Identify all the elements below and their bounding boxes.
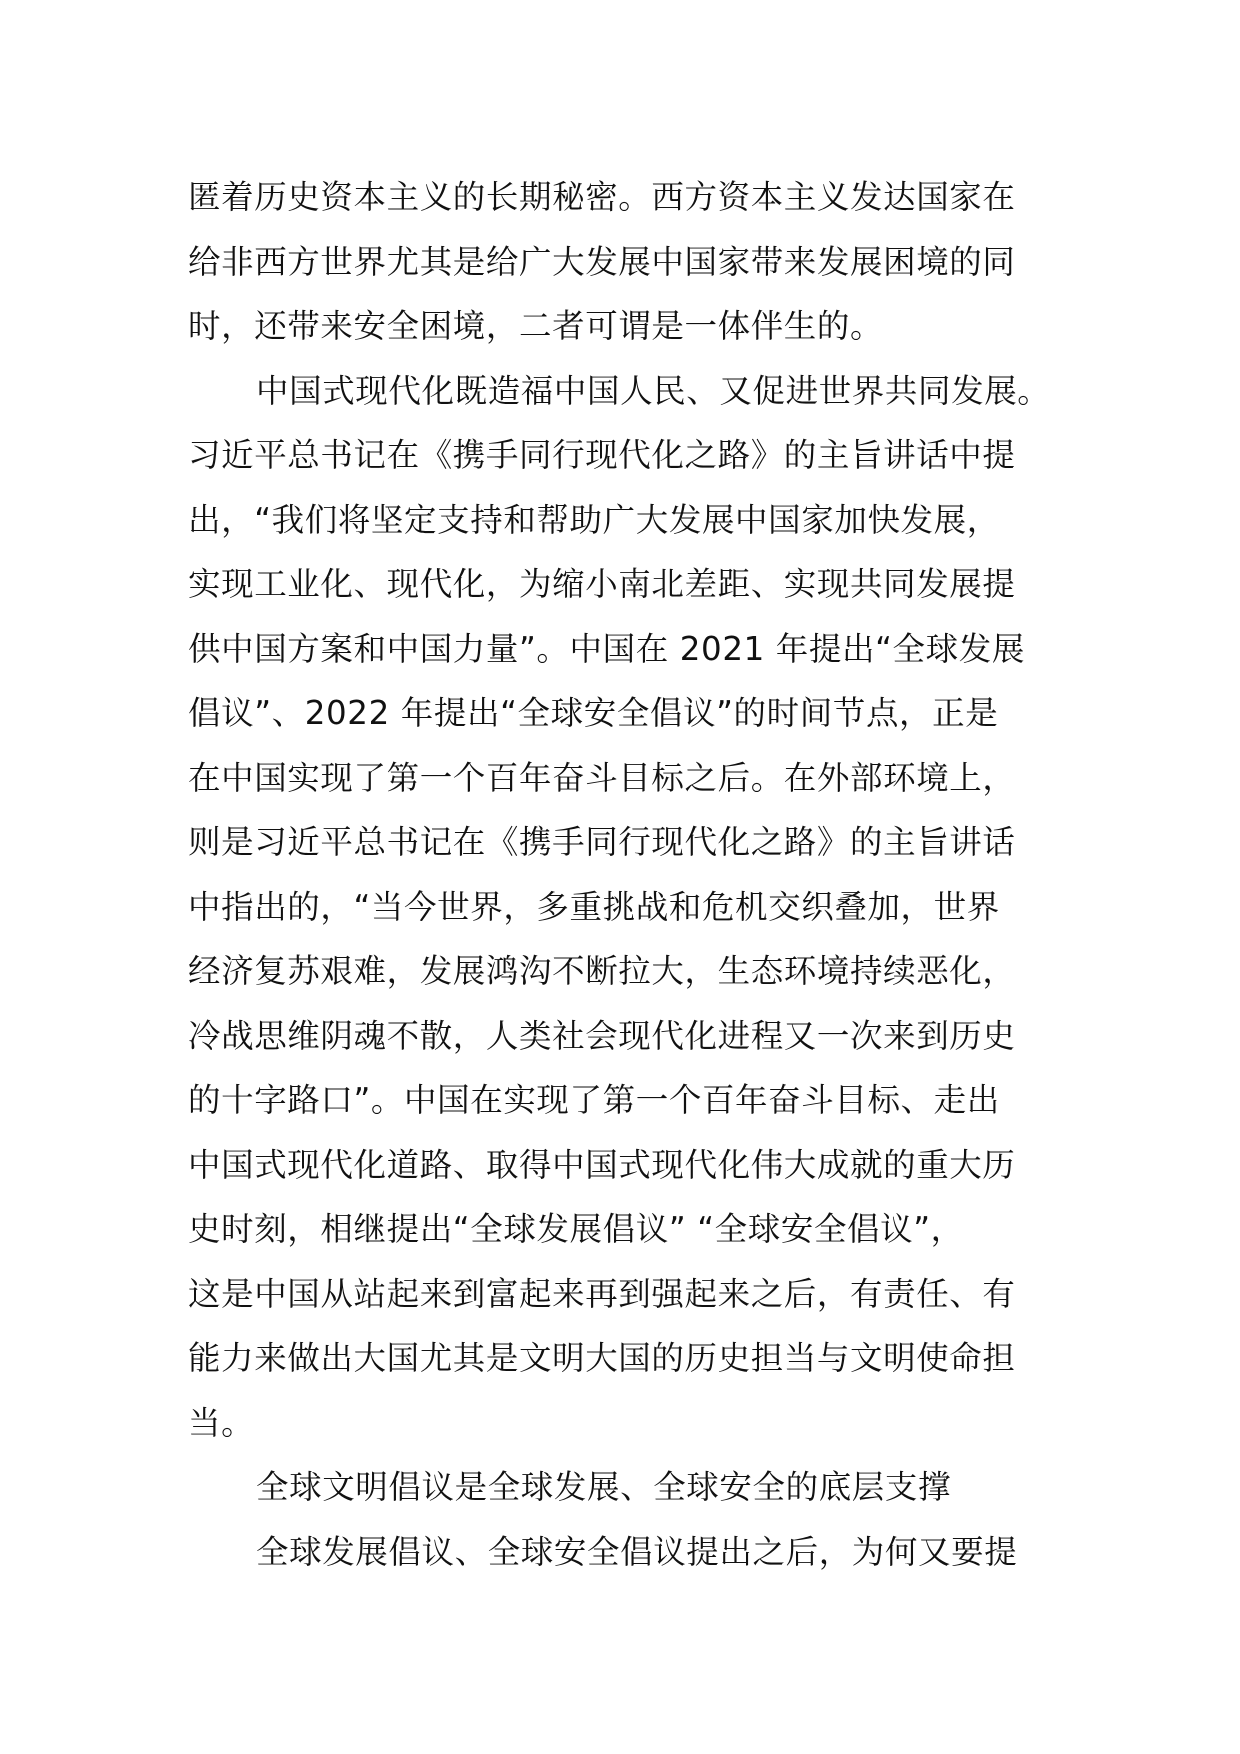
text-line: 习近平总书记在《携手同行现代化之路》的主旨讲话中提 <box>188 436 1016 474</box>
text-line: 倡议”、2022 年提出“全球安全倡议”的时间节点，正是 <box>188 694 999 732</box>
text-line: 冷战思维阴魂不散，人类社会现代化进程又一次来到历史 <box>188 1016 1016 1055</box>
text-line: 经济复苏艰难，发展鸿沟不断拉大，生态环境持续恶化， <box>188 952 1016 990</box>
text-line: 全球文明倡议是全球发展、全球安全的底层支撑 <box>256 1468 952 1506</box>
text-line: 全球发展倡议、全球安全倡议提出之后，为何又要提 <box>256 1532 1018 1571</box>
text-line: 时，还带来安全困境，二者可谓是一体伴生的。 <box>188 307 884 345</box>
body-text <box>188 165 1068 1584</box>
text-line: 则是习近平总书记在《携手同行现代化之路》的主旨讲话 <box>188 823 1016 861</box>
text-line: 的十字路口”。中国在实现了第一个百年奋斗目标、走出 <box>188 1081 1000 1119</box>
text-line: 给非西方世界尤其是给广大发展中国家带来发展困境的同 <box>188 242 1016 281</box>
text-line: 当。 <box>188 1403 255 1442</box>
text-line: 中指出的，“当今世界，多重挑战和危机交织叠加，世界 <box>188 887 1000 926</box>
text-line: 供中国方案和中国力量”。中国在 2021 年提出“全球发展 <box>188 629 1025 668</box>
text-line: 在中国实现了第一个百年奋斗目标之后。在外部环境上， <box>188 758 1016 797</box>
text-line: 能力来做出大国尤其是文明大国的历史担当与文明使命担 <box>188 1339 1016 1377</box>
text-line: 史时刻，相继提出“全球发展倡议” “全球安全倡议”， <box>188 1210 964 1248</box>
text-line: 中国式现代化道路、取得中国式现代化伟大成就的重大历 <box>188 1145 1016 1184</box>
text-line: 出，“我们将坚定支持和帮助广大发展中国家加快发展， <box>188 500 1000 539</box>
text-line: 中国式现代化既造福中国人民、又促进世界共同发展。 <box>256 371 1051 410</box>
text-line: 匿着历史资本主义的长期秘密。西方资本主义发达国家在 <box>188 178 1016 216</box>
text-line: 实现工业化、现代化，为缩小南北差距、实现共同发展提 <box>188 565 1016 603</box>
text-line: 这是中国从站起来到富起来再到强起来之后，有责任、有 <box>188 1274 1016 1313</box>
